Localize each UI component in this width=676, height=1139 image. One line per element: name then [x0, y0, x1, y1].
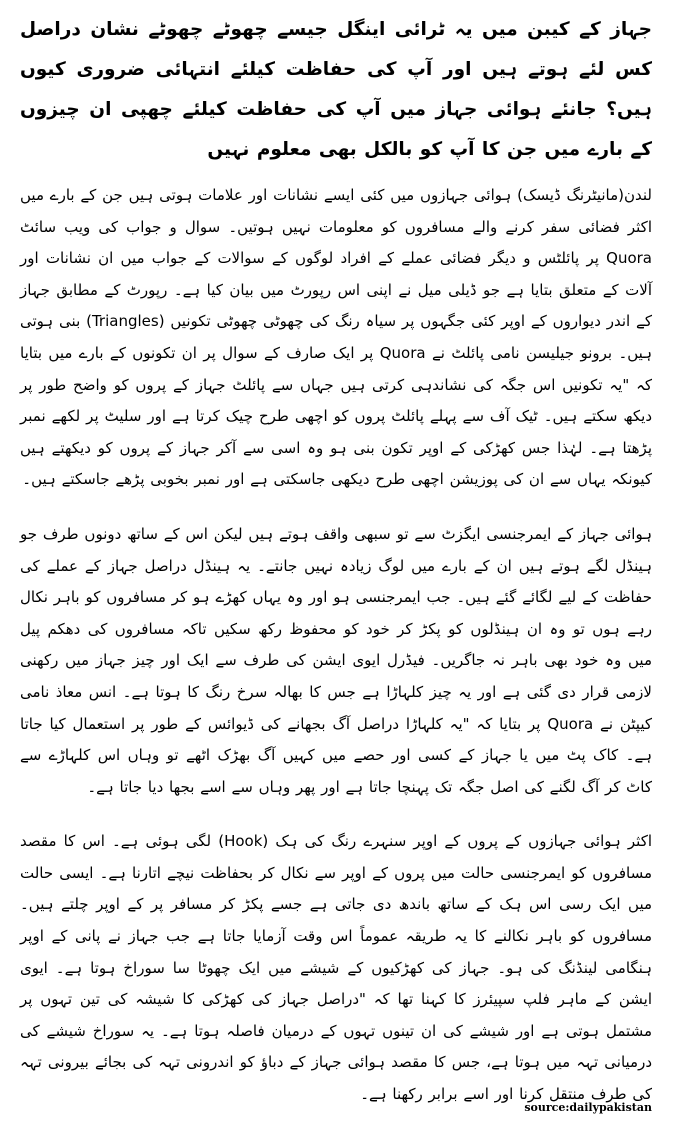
- article-paragraph: اکثر ہوائی جہازوں کے پروں کے اوپر سنہرے رنگ کی ہک (Hook) لگی ہوئی ہے۔ اس کا مقصد مسافروں کو ایمرجنسی حالت میں پروں کے اوپر سے نکال کر بحفاظت نیچے اتارنا ہے۔ ایسی حالت میں ایک رسی اس ہک کے ساتھ باندھ دی جاتی ہے جسے پکڑ کر مسافر پر کے اوپر چلتے ہیں۔ مسافروں کو باہر نکالنے کا یہ طریقہ عموماً اس وقت آزمایا جاتا ہے جب جہاز نے پانی کے اوپر ہنگامی لینڈنگ کی ہو۔ جہاز کی کھڑکیوں کے شیشے میں ایک چھوٹا سا سوراخ ہوتا ہے۔ ایوی ایشن کے ماہر فلپ سپیئرز کا کہنا تھا کہ "دراصل جہاز کی کھڑکی کا شیشہ کی تین تہوں پر مشتمل ہوتی ہے اور شیشے کی ان تینوں تہوں کے درمیان فاصلہ ہوتا ہے۔ یہ سوراخ شیشے کی درمیانی تہہ میں ہوتا ہے، جس کا مقصد ہوائی جہاز کے دباؤ کو اندرونی تہہ کی بجائے بیرونی تہہ کی طرف منتقل کرنا اور اسے برابر رکھنا ہے۔: [20, 832, 653, 1104]
- article-paragraph: لندن(مانیٹرنگ ڈیسک) ہوائی جہازوں میں کئی ایسے نشانات اور علامات ہوتی ہیں جن کے بارے میں اکثر فضائی سفر کرنے والے مسافروں کو معلومات نہیں ہوتیں۔ سوال و جواب کی ویب سائٹ Quora پر پائلٹس و دیگر فضائی عملے کے افراد لوگوں کے سوالات کے جواب میں ان نشانات اور آلات کے متعلق بتایا ہے جو ڈیلی میل نے اپنی اس رپورٹ میں بیان کیا ہے۔ رپورٹ کے مطابق جہاز کے اندر دیواروں کے اوپر کئی جگہوں پر سیاہ رنگ کی چھوٹی چھوٹی تکونیں (Triangles) بنی ہوتی ہیں۔ برونو جیلیسن نامی پائلٹ نے Quora پر ایک صارف کے سوال پر ان تکونوں کے بارے میں بتایا کہ "یہ تکونیں اس جگہ کی نشاندہی کرتی ہیں جہاں سے پائلٹ جہاز کے پروں کو واضح طور پر دیکھ سکتے ہیں۔ ٹیک آف سے پہلے پائلٹ پروں کو اچھی طرح چیک کرتا ہے اور سلیٹ پر لکھے نمبر پڑھتا ہے۔ لہٰذا جس کھڑکی کے اوپر تکون بنی ہو وہ اسی سے آکر جہاز کے پروں کو دیکھتے ہیں کیونکہ یہاں سے ان کی پوزیشن اچھی طرح دیکھی جاسکتی ہے اور نمبر بخوبی پڑھے جاسکتے ہیں۔: [20, 186, 652, 489]
- article-paragraph: ہوائی جہاز کے ایمرجنسی ایگزٹ سے تو سبھی واقف ہوتے ہیں لیکن اس کے ساتھ دونوں طرف جو ہینڈل لگے ہوتے ہیں ان کے بارے میں لوگ زیادہ نہیں جانتے۔ یہ ہینڈل دراصل جہاز کے عملے کی حفاظت کے لیے لگائے گئے ہیں۔ جب ایمرجنسی ہو اور وہ یہاں کھڑے ہو کر مسافروں کو باہر نکال رہے ہوں تو وہ ان ہینڈلوں کو پکڑ کر خود کو محفوظ رکھ سکیں تاکہ مسافروں کی دھکم پیل میں وہ خود بھی باہر نہ جاگریں۔ فیڈرل ایوی ایشن کی طرف سے ایک اور چیز جہاز میں رکھنی لازمی قرار دی گئی ہے اور یہ چیز کلہاڑا ہے جس کا بھالہ سرخ رنگ کا ہوتا ہے۔ انس معاذ نامی کیپٹن نے Quora پر بتایا کہ "یہ کلہاڑا دراصل آگ بجھانے کی ڈیوائس کے طور پر استعمال کیا جاتا ہے۔ کاک پٹ میں یا جہاز کے کسی اور حصے میں کہیں آگ بھڑک اٹھے تو وہاں اس کلہاڑے سے کاٹ کر آگ لگنے کی اصل جگہ تک پہنچا جاتا ہے اور پھر وہاں سے اسے بجھا دیا جاتا ہے۔: [20, 524, 652, 796]
- source-credit: source:dailypakistan: [524, 1101, 652, 1114]
- article-headline: جہاز کے کیبن میں یہ ٹرائی اینگل جیسے چھوٹے چھوٹے نشان دراصل کس لئے ہوتے ہیں اور آپ کی حفاظت کیلئے انتہائی ضروری کیوں ہیں؟ جانئے ہوائی جہاز میں آپ کی حفاظت کیلئے چھپی ان چیزوں کے بارے میں جن کا آپ کو بالکل بھی معلوم نہیں: [20, 19, 652, 160]
